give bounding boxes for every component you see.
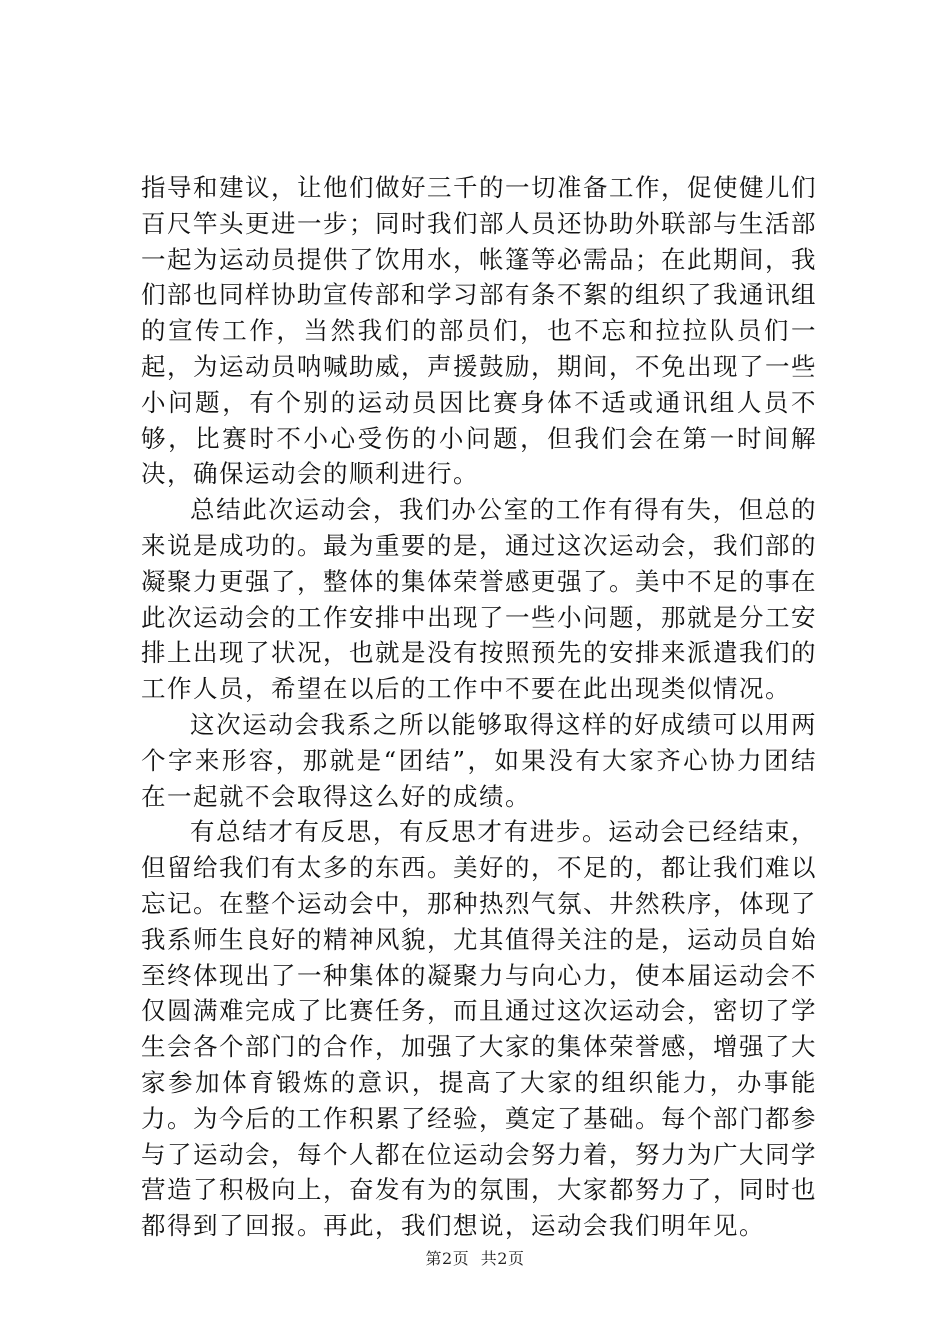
page-number: 第2页 [425, 1249, 470, 1268]
total-pages: 共2页 [480, 1249, 525, 1268]
paragraph-2: 总结此次运动会，我们办公室的工作有得有失，但总的来说是成功的。最为重要的是，通过这次运动会，我们部的凝聚力更强了，整体的集体荣誉感更强了。美中不足的事在此次运动会的工作安排中出现了一些小问题，那就是分工安排上出现了状况，也就是没有按照预先的安排来派遣我们的工作人员，希望在以后的工作中不要在此出现类似情况。 [141, 495, 817, 704]
paragraph-3: 这次运动会我系之所以能够取得这样的好成绩可以用两个字来形容，那就是“团结”，如果没有大家齐心协力团结在一起就不会取得这么好的成绩。 [141, 709, 817, 811]
page-footer [0, 1246, 950, 1269]
paragraph-1: 指导和建议，让他们做好三千的一切准备工作，促使健儿们百尺竿头更进一步；同时我们部人员还协助外联部与生活部一起为运动员提供了饮用水，帐篷等必需品；在此期间，我们部也同样协助宣传部和学习部有条不絮的组织了我通讯组的宣传工作，当然我们的部员们，也不忘和拉拉队员们一起，为运动员呐喊助威，声援鼓励，期间，不免出现了一些小问题，有个别的运动员因比赛身体不适或通讯组人员不够，比赛时不小心受伤的小问题，但我们会在第一时间解决，确保运动会的顺利进行。 [141, 173, 817, 489]
paragraph-4: 有总结才有反思，有反思才有进步。运动会已经结束，但留给我们有太多的东西。美好的，不足的，都让我们难以忘记。在整个运动会中，那种热烈气氛、井然秩序，体现了我系师生良好的精神风貌，尤其值得关注的是，运动员自始至终体现出了一种集体的凝聚力与向心力，使本届运动会不仅圆满难完成了比赛任务，而且通过这次运动会，密切了学生会各个部门的合作，加强了大家的集体荣誉感，增强了大家参加体育锻炼的意识，提高了大家的组织能力，办事能力。为今后的工作积累了经验，奠定了基础。每个部门都参与了运动会，每个人都在位运动会努力着，努力为广大同学营造了积极向上，奋发有为的氛围，大家都努力了，同时也都得到了回报。再此，我们想说，运动会我们明年见。 [141, 817, 817, 1241]
document-body [141, 170, 817, 1244]
